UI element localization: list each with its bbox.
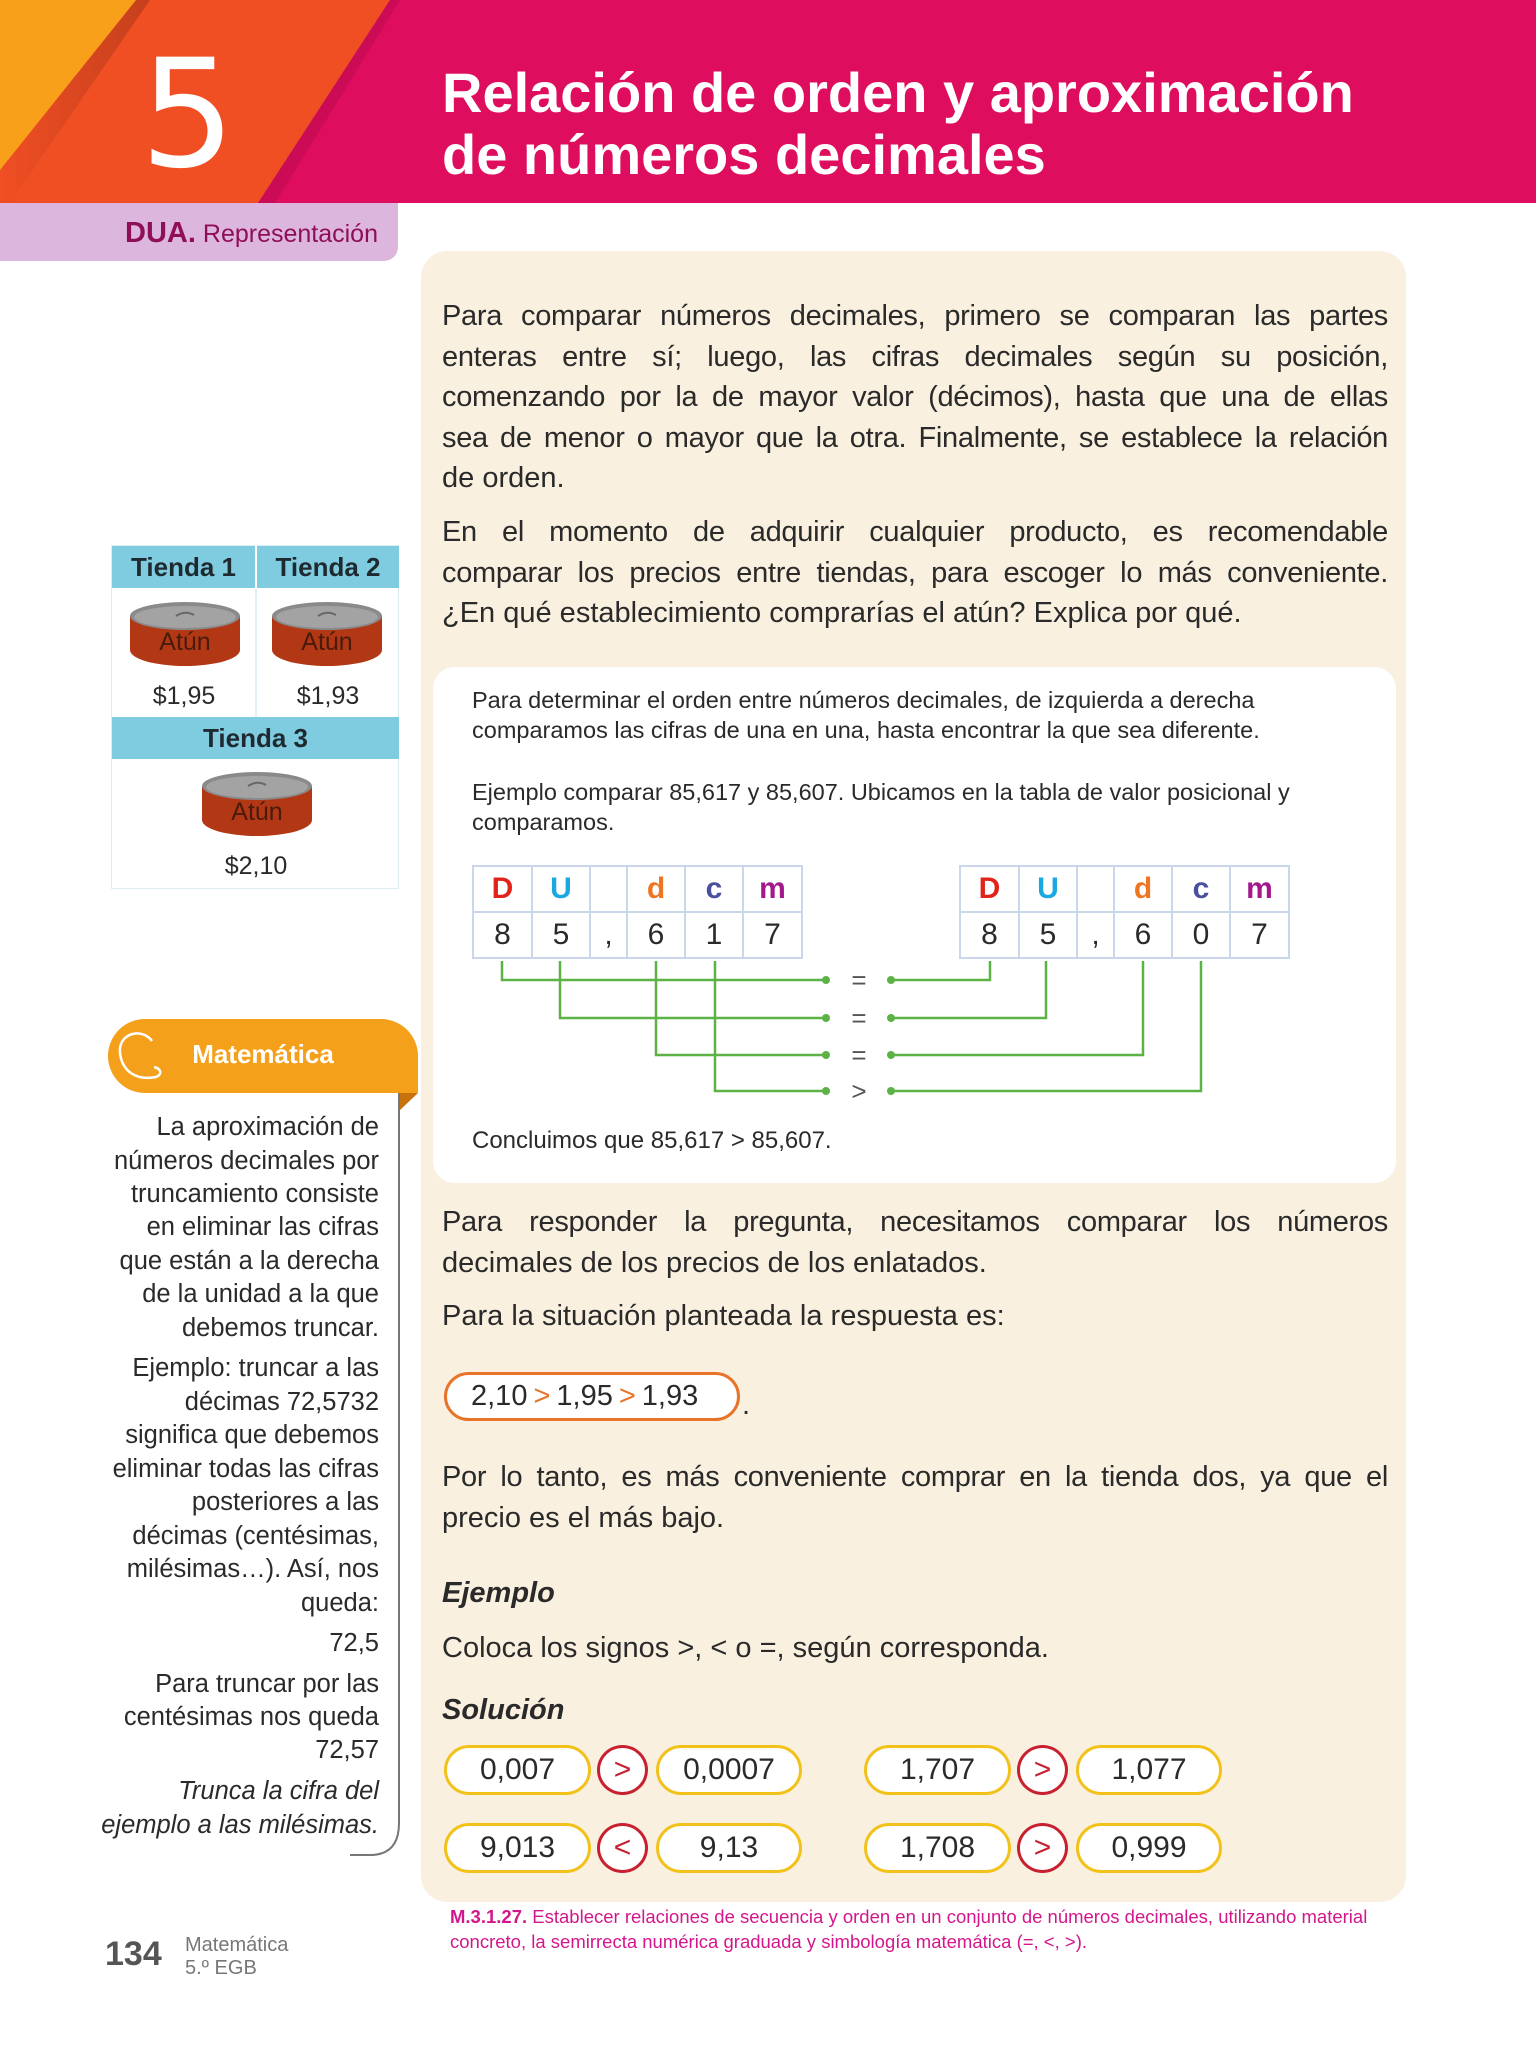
number-pill: 1,708 — [864, 1823, 1011, 1873]
digit-cell: 7 — [1230, 912, 1289, 958]
answer-value: 1,93 — [641, 1380, 699, 1412]
answer-sign: > — [618, 1380, 636, 1412]
text-line: decimales de los precios de los enlatados. — [442, 1246, 987, 1279]
can-label: Atún — [301, 628, 353, 656]
number-pill: 0,0007 — [656, 1745, 802, 1795]
dua-label: DUA. — [125, 217, 196, 249]
place-header: U — [1019, 866, 1077, 912]
connector-dot — [887, 976, 895, 984]
digit-cell: 0 — [1172, 912, 1230, 958]
sidebar-line: debemos truncar. — [181, 1314, 379, 1342]
text-line: comparamos las cifras de una en una, hasta encontrar la que sea diferente. — [472, 717, 1260, 743]
text-line: ¿En qué establecimiento comprarías el atún? Explica por qué. — [442, 597, 1242, 629]
store-header: Tienda 2 — [257, 546, 399, 588]
digit-cell: , — [1077, 912, 1114, 958]
connector-line — [891, 961, 1143, 1055]
text-line: comenzando por la de mayor valor (décimos), hasta que una de ellas — [442, 381, 1388, 413]
store-price: $1,95 — [152, 682, 216, 710]
answer-value: 1,95 — [556, 1380, 613, 1412]
sidebar-math-title: Matemática — [192, 1039, 334, 1069]
digit-cell: 6 — [1114, 912, 1172, 958]
sidebar-line: queda: — [301, 1589, 379, 1617]
place-header: D — [473, 866, 532, 912]
connector-dot — [887, 1051, 895, 1059]
can-label: Atún — [159, 628, 211, 656]
answer-period: . — [742, 1389, 751, 1421]
sidebar-line: posteriores a las — [191, 1488, 379, 1516]
text-line: de orden. — [442, 462, 565, 494]
answer-value: 2,10 — [471, 1380, 528, 1412]
book-info — [185, 1934, 288, 1980]
sidebar-line: centésimas nos queda — [123, 1703, 379, 1731]
number-pill: 0,999 — [1076, 1823, 1222, 1873]
sidebar-line: 72,5 — [329, 1629, 379, 1657]
connector-line — [560, 961, 826, 1018]
sidebar-line: ejemplo a las milésimas. — [101, 1811, 379, 1839]
digit-cell: 7 — [743, 912, 802, 958]
sidebar-line: 72,57 — [315, 1736, 379, 1764]
number-pill: 1,707 — [864, 1745, 1011, 1795]
place-header: d — [627, 866, 685, 912]
standard-text: concreto, la semirrecta numérica graduada y simbología matemática (=, <, >). — [450, 1931, 1087, 1952]
standard-text: Establecer relaciones de secuencia y orden en un conjunto de números decimales, utilizando material — [527, 1906, 1368, 1927]
sign-circle: > — [1017, 1823, 1068, 1873]
text-line: Para comparar números decimales, primero se comparan las partes — [442, 300, 1388, 332]
place-header: m — [743, 866, 802, 912]
sidebar-line: décimas 72,5732 — [184, 1388, 379, 1416]
book-grade: 5.º EGB — [185, 1957, 257, 1979]
comparison-sign: = — [851, 1003, 867, 1033]
sidebar-line: que están a la derecha — [119, 1247, 379, 1275]
text-line: En el momento de adquirir cualquier producto, es recomendable — [442, 516, 1388, 548]
title-line: de números decimales — [442, 123, 1046, 186]
text-line: comparamos. — [472, 809, 615, 835]
place-header: d — [1114, 866, 1172, 912]
place-header: c — [685, 866, 743, 912]
connector-line — [891, 961, 1046, 1018]
number-pill: 9,13 — [656, 1823, 802, 1873]
sidebar-line: en eliminar las cifras — [146, 1213, 379, 1241]
text-line: Para determinar el orden entre números decimales, de izquierda a derecha — [472, 687, 1255, 713]
digit-cell: 8 — [473, 912, 532, 958]
text-line: Ejemplo comparar 85,617 y 85,607. Ubicamos en la tabla de valor posicional y — [472, 779, 1290, 805]
store-price: $1,93 — [296, 682, 360, 710]
place-header: m — [1230, 866, 1289, 912]
sidebar-line: eliminar todas las cifras — [112, 1455, 379, 1483]
comparison-sign: > — [851, 1076, 867, 1106]
place-header: D — [960, 866, 1019, 912]
dua-text: Representación — [195, 220, 378, 248]
sidebar-line: Ejemplo: truncar a las — [132, 1354, 379, 1382]
chapter-number: 5 — [140, 28, 236, 202]
digit-cell: 6 — [627, 912, 685, 958]
connector-dot — [822, 1051, 830, 1059]
number-pill: 1,077 — [1076, 1745, 1222, 1795]
digit-cell: 5 — [532, 912, 590, 958]
number-pill: 0,007 — [444, 1745, 591, 1795]
connector-dot — [887, 1014, 895, 1022]
connector-dot — [887, 1087, 895, 1095]
connector-dot — [822, 1087, 830, 1095]
connector-dot — [822, 976, 830, 984]
sidebar-line: números decimales por — [113, 1147, 379, 1175]
text-line: Para la situación planteada la respuesta es: — [442, 1300, 1005, 1332]
digit-cell: , — [590, 912, 627, 958]
title-line: Relación de orden y aproximación — [442, 61, 1354, 124]
digit-cell: 1 — [685, 912, 743, 958]
comparison-sign: = — [851, 1040, 867, 1070]
sign-circle: > — [1017, 1745, 1068, 1795]
sidebar-line: milésimas…). Así, nos — [126, 1555, 379, 1583]
digit-cell: 8 — [960, 912, 1019, 958]
connector-line — [656, 961, 826, 1055]
solution-title: Solución — [442, 1694, 565, 1726]
store-price: $2,10 — [224, 852, 288, 880]
example-title: Ejemplo — [442, 1577, 555, 1609]
sidebar-line: significa que debemos — [125, 1421, 379, 1449]
can-label: Atún — [231, 798, 283, 826]
answer-sign: > — [533, 1380, 551, 1412]
place-header: c — [1172, 866, 1230, 912]
answer-pill — [444, 1372, 740, 1421]
connector-line — [502, 961, 826, 980]
place-header: U — [532, 866, 590, 912]
comparison-sign: = — [851, 965, 867, 995]
standard-code: M.3.1.27. — [450, 1906, 528, 1927]
connector-line — [891, 961, 990, 980]
sidebar-line: décimas (centésimas, — [132, 1522, 379, 1550]
curriculum-standard — [450, 1904, 1367, 1954]
text-line: Para responder la pregunta, necesitamos comparar los números — [442, 1206, 1388, 1238]
sidebar-line: truncamiento consiste — [130, 1180, 379, 1208]
text-line: enteras entre sí; luego, las cifras decimales según su posición, — [442, 340, 1388, 373]
sidebar-line: Para truncar por las — [155, 1670, 379, 1698]
conclusion-text: Concluimos que 85,617 > 85,607. — [472, 1127, 832, 1154]
text-line: sea de menor o mayor que la otra. Finalmente, se establece la relación — [442, 421, 1388, 454]
book-subject: Matemática — [185, 1934, 289, 1956]
sign-circle: > — [597, 1745, 648, 1795]
store-header: Tienda 1 — [112, 546, 255, 588]
connector-dot — [822, 1014, 830, 1022]
text-line: Por lo tanto, es más conveniente comprar en la tienda dos, ya que el — [442, 1461, 1388, 1493]
text-line: comparar los precios entre tiendas, para escoger lo más conveniente. — [442, 556, 1388, 589]
example-instruction: Coloca los signos >, < o =, según corresponda. — [442, 1632, 1049, 1664]
text-line: precio es el más bajo. — [442, 1501, 725, 1534]
sidebar-line: Trunca la cifra del — [178, 1777, 379, 1805]
sidebar-line: de la unidad a la que — [142, 1280, 379, 1308]
page-number: 134 — [105, 1935, 162, 1973]
digit-cell: 5 — [1019, 912, 1077, 958]
store-header: Tienda 3 — [112, 717, 399, 759]
number-pill: 9,013 — [444, 1823, 591, 1873]
sidebar-line: La aproximación de — [156, 1113, 379, 1141]
sign-circle: < — [597, 1823, 648, 1873]
